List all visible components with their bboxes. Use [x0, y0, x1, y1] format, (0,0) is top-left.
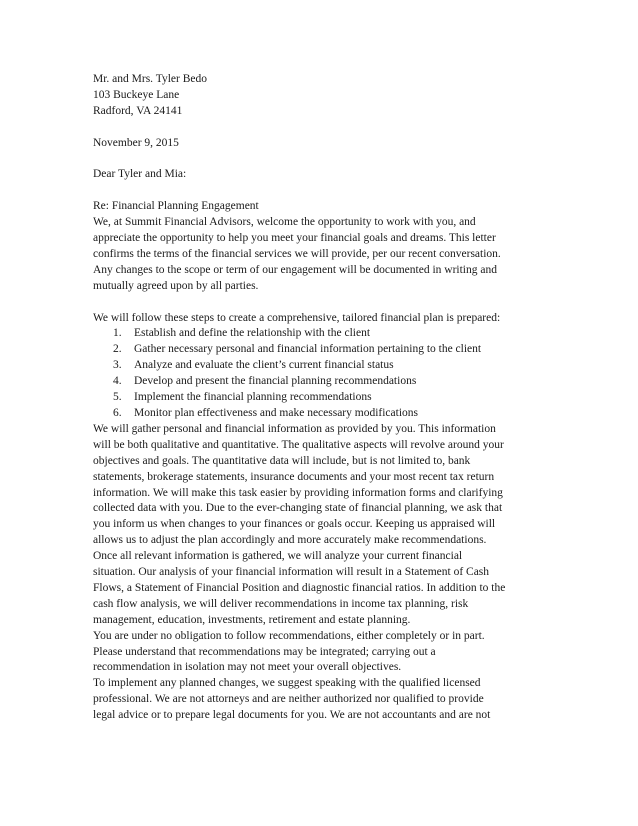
paragraph-line: allows us to adjust the plan accordingly and more accurately make recommendations. [93, 534, 487, 547]
paragraph-line: Please understand that recommendations may be integrated; carrying out a [93, 645, 436, 658]
step-text: Gather necessary personal and financial information pertaining to the client [134, 343, 482, 356]
steps-intro: We will follow these steps to create a comprehensive, tailored financial plan is prepared: [93, 311, 501, 324]
step-text: Monitor plan effectiveness and make necessary modifications [134, 406, 419, 419]
recipient-name: Mr. and Mrs. Tyler Bedo [93, 73, 207, 85]
paragraph-line: We will gather personal and financial information as provided by you. This information [93, 422, 496, 435]
step-text: Implement the financial planning recommendations [134, 391, 372, 404]
paragraph-line: objectives and goals. The quantitative data will include, but is not limited to, bank [93, 454, 471, 467]
paragraph-line: collected data with you. Due to the ever-changing state of financial planning, we ask that [93, 502, 503, 515]
list-item [93, 390, 548, 406]
intro-paragraph [93, 215, 548, 295]
subject-line: Re: Financial Planning Engagement [93, 200, 259, 213]
paragraph-line: legal advice or to prepare legal documents for you. We are not accountants and are not [93, 709, 491, 722]
list-item [93, 358, 548, 374]
paragraph-line: you inform us when changes to your finances or goals occur. Keeping us appraised will [93, 518, 496, 531]
paragraph-line: We, at Summit Financial Advisors, welcome the opportunity to work with you, and [93, 216, 476, 229]
step-text: Establish and define the relationship with the client [134, 327, 371, 340]
paragraph-line: management, education, investments, retirement and estate planning. [93, 613, 411, 626]
steps-list [93, 326, 548, 421]
step-number: 4. [113, 375, 122, 388]
paragraph-line: situation. Our analysis of your financial information will result in a Statement of Cash [93, 566, 490, 579]
step-number: 6. [113, 406, 122, 419]
recipient-city: Radford, VA 24141 [93, 104, 183, 117]
step-number: 5. [113, 391, 122, 404]
list-item [93, 342, 548, 358]
paragraph-line: mutually agreed upon by all parties. [93, 279, 259, 292]
step-number: 1. [113, 327, 122, 340]
paragraph-line: information. We will make this task easier by providing information forms and clarifying [93, 486, 503, 499]
recipient-address [93, 72, 548, 120]
paragraph-line: appreciate the opportunity to help you meet your financial goals and dreams. This letter [93, 232, 496, 245]
letter-body [93, 72, 548, 724]
step-number: 2. [113, 343, 122, 356]
paragraph-line: professional. We are not attorneys and are neither authorized nor qualified to provide [93, 693, 484, 706]
letter-date: November 9, 2015 [93, 136, 179, 149]
salutation: Dear Tyler and Mia: [93, 168, 187, 181]
paragraph-line: You are under no obligation to follow recommendations, either completely or in part. [93, 629, 485, 642]
paragraph-line: statements, brokerage statements, insurance documents and your most recent tax return [93, 470, 495, 483]
paragraph-line: Flows, a Statement of Financial Position and diagnostic financial ratios. In addition to the [93, 581, 506, 594]
paragraph-line: To implement any planned changes, we suggest speaking with the qualified licensed [93, 677, 481, 690]
paragraph-line: Any changes to the scope or term of our engagement will be documented in writing and [93, 263, 497, 276]
steps-section [93, 311, 548, 422]
information-paragraph [93, 422, 548, 549]
step-text: Analyze and evaluate the client’s current financial status [134, 359, 394, 372]
paragraph-line: cash flow analysis, we will deliver recommendations in income tax planning, risk [93, 597, 469, 610]
paragraph-line: recommendation in isolation may not meet your overall objectives. [93, 661, 402, 674]
implement-paragraph [93, 676, 548, 724]
analysis-paragraph [93, 549, 548, 629]
recipient-street: 103 Buckeye Lane [93, 88, 180, 101]
list-item [93, 374, 548, 390]
obligation-paragraph [93, 629, 548, 677]
step-number: 3. [113, 359, 122, 372]
list-item [93, 326, 548, 342]
paragraph-line: Once all relevant information is gathered, we will analyze your current financial [93, 550, 463, 563]
step-text: Develop and present the financial planning recommendations [134, 375, 417, 388]
list-item [93, 406, 548, 422]
paragraph-line: will be both qualitative and quantitative. The qualitative aspects will revolve around your [93, 438, 504, 451]
paragraph-line: confirms the terms of the financial services we will provide, per our recent conversation. [93, 247, 501, 260]
